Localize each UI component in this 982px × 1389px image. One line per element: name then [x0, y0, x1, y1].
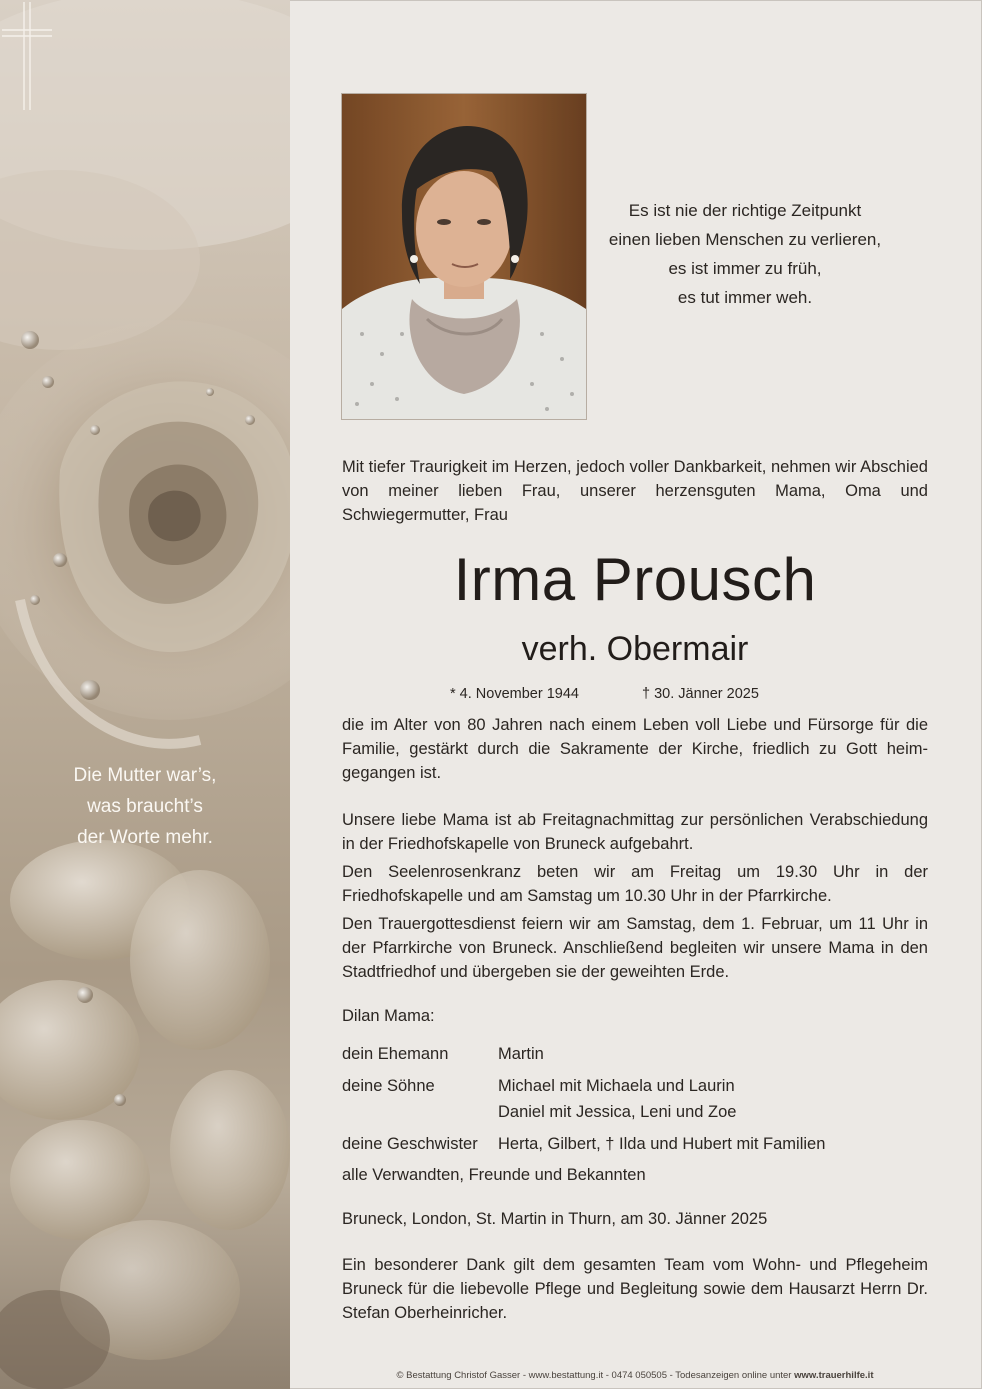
- husband-name: Martin: [498, 1045, 544, 1063]
- birth-date: * 4. November 1944: [450, 686, 579, 702]
- portrait-photo: [341, 93, 587, 420]
- motto: [30, 760, 260, 853]
- rose-image: [0, 0, 290, 1389]
- greeting: Dilan Mama:: [342, 1007, 435, 1025]
- viewing-paragraph: Unsere liebe Mama ist ab Freitagnachmittag zur persönlichen Verabschiedung in der Friedhofskapelle von Bruneck aufgebahrt.: [342, 811, 928, 853]
- deceased-name: Irma Prousch: [453, 546, 817, 613]
- other-relatives: alle Verwandten, Freunde und Bekannten: [342, 1166, 646, 1184]
- portrait-image: [342, 94, 586, 419]
- married-name: verh. Obermair: [521, 630, 749, 668]
- footer: [342, 1370, 928, 1381]
- place-date: Bruneck, London, St. Martin in Thurn, am 30. Jänner 2025: [342, 1210, 768, 1228]
- son-entry: Michael mit Michaela und Laurin: [498, 1077, 735, 1095]
- motto-line: was braucht’s: [87, 796, 203, 817]
- motto-line: der Worte mehr.: [77, 827, 213, 848]
- rosary-paragraph: Den Seelenrosenkranz beten wir am Freitag um 19.30 Uhr in der Friedhofskapelle und am Samstag um 10.30 Uhr in der Pfarrkirche.: [342, 863, 928, 905]
- poem-line: es ist immer zu früh,: [668, 259, 822, 278]
- poem-line: Es ist nie der richtige Zeitpunkt: [628, 201, 862, 220]
- rose-panel: [0, 0, 290, 1389]
- poem-line: einen lieben Menschen zu verlieren,: [608, 230, 882, 249]
- husband-label: dein Ehemann: [342, 1045, 449, 1063]
- siblings-label: deine Geschwister: [342, 1135, 478, 1153]
- siblings-names: Herta, Gilbert, † Ilda und Hubert mit Familien: [498, 1135, 826, 1153]
- motto-line: Die Mutter war’s,: [73, 765, 217, 786]
- passing-paragraph: die im Alter von 80 Jahren nach einem Leben voll Liebe und Fürsorge für die Familie, gestärkt durch die Sakramente der Kirche, friedlich zu Gott heimgegangen ist.: [342, 716, 928, 782]
- thanks-paragraph: Ein besonderer Dank gilt dem gesamten Team vom Wohn- und Pflegeheim Bruneck für die liebevolle Pflege und Begleitung sowie dem Hausarzt Herrn Dr. Stefan Oberheinricher.: [342, 1256, 928, 1322]
- poem-line: es tut immer weh.: [677, 288, 813, 307]
- footer-link[interactable]: www.trauerhilfe.it: [794, 1370, 874, 1381]
- son-entry: Daniel mit Jessica, Leni und Zoe: [498, 1103, 737, 1121]
- sons-label: deine Söhne: [342, 1077, 435, 1095]
- footer-text: © Bestattung Christof Gasser - www.bestattung.it - 0474 050505 - Todesanzeigen online unter: [396, 1370, 795, 1381]
- cross-icon: [0, 0, 54, 112]
- funeral-paragraph: Den Trauergottesdienst feiern wir am Samstag, dem 1. Februar, um 11 Uhr in der Pfarrkirche von Bruneck. Anschließend begleiten wir unsere Mama in den Stadtfriedhof und übergeben sie der geweihten Erde.: [342, 915, 928, 981]
- death-date: † 30. Jänner 2025: [642, 686, 759, 702]
- poem: [600, 196, 890, 312]
- intro-text: Mit tiefer Traurigkeit im Herzen, jedoch voller Dankbarkeit, nehmen wir Abschied von meiner lieben Frau, unserer herzensguten Mama, Oma und Schwiegermutter, Frau: [342, 458, 928, 524]
